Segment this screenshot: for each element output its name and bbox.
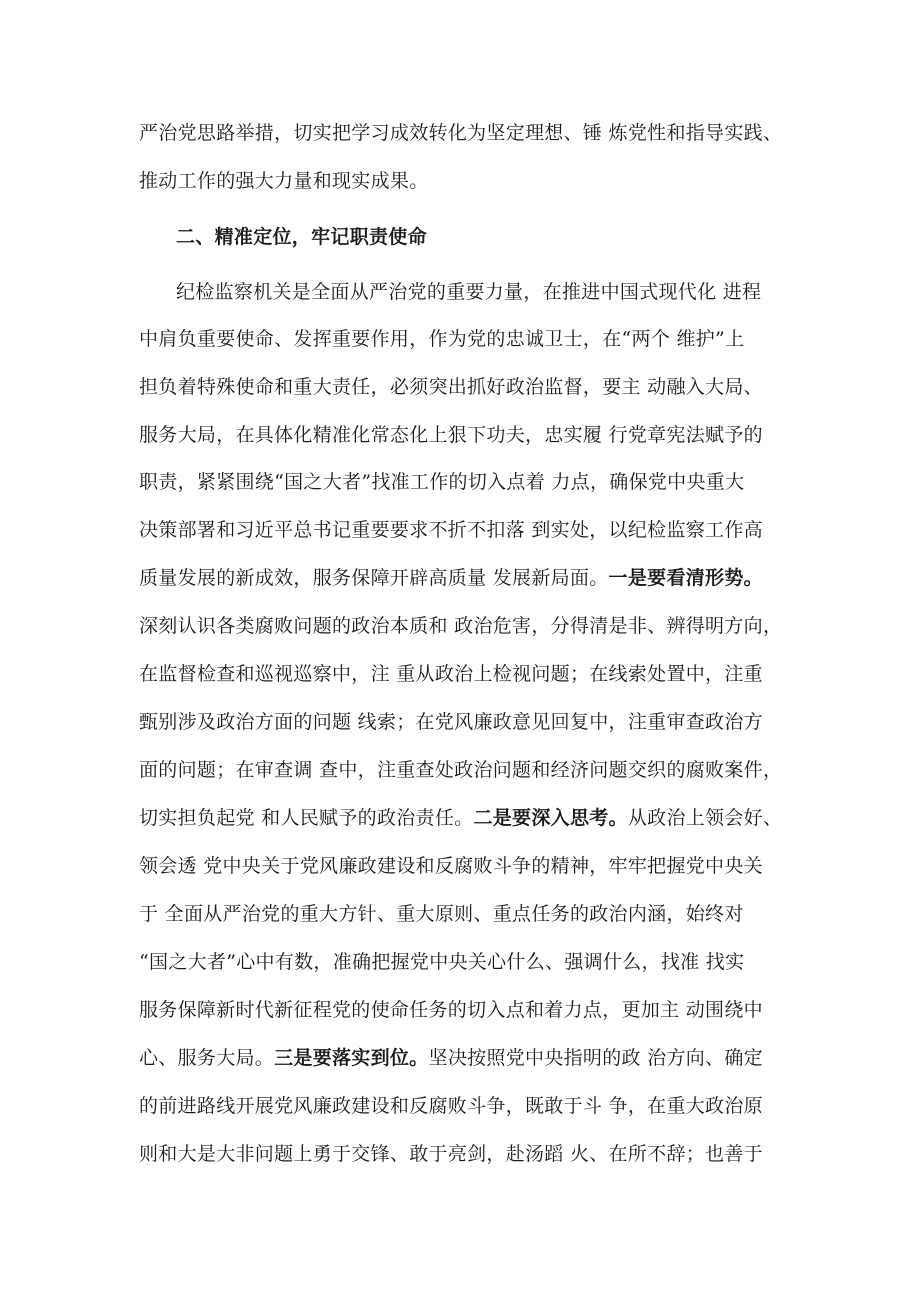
body-text-line: 甄别涉及政治方面的问题 线索；在党风廉政意见回复中，注重审查政治方 [139, 711, 763, 733]
point-1-label: 一是要看清形势。 [608, 567, 763, 589]
point-3-label: 三是要落实到位。 [274, 1047, 429, 1069]
body-text-line [139, 806, 789, 830]
body-text-line: 领会透 党中央关于党风廉政建设和反腐败斗争的精神，牢牢把握党中央关 [139, 855, 763, 877]
body-text-line: 决策部署和习近平总书记重要要求不折不扣落 到实处，以纪检监察工作高 [139, 519, 763, 541]
body-text-line: 服务保障新时代新征程党的使命任务的切入点和着力点，更加主 动围绕中 [139, 999, 763, 1021]
body-text-segment: 质量发展的新成效，服务保障开辟高质量 发展新局面。 [139, 567, 609, 589]
body-text-line [139, 566, 789, 590]
body-text-segment: 坚决按照党中央指明的政 治方向、确定 [428, 1047, 763, 1069]
body-text-line: 在监督检查和巡视巡察中，注 重从政治上检视问题；在线索处置中，注重 [139, 663, 763, 685]
body-text-line: 纪检监察机关是全面从严治党的重要力量，在推进中国式现代化 进程 [176, 281, 762, 303]
body-text-line: 的前进路线开展党风廉政建设和反腐败斗争，既敢于斗 争，在重大政治原 [139, 1095, 763, 1117]
point-2-label: 二是要深入思考。 [473, 807, 628, 829]
body-text-line: “国之大者”心中有数，准确把握党中央关心什么、强调什么，找准 找实 [139, 951, 745, 973]
body-text-segment: 切实担负起党 和人民赋予的政治责任。 [139, 807, 474, 829]
body-text-line: 于 全面从严治党的重大方针、重大原则、重点任务的政治内涵，始终对 [139, 903, 744, 925]
body-text-line: 职责，紧紧围绕“国之大者”找准工作的切入点着 力点，确保党中央重大 [139, 471, 745, 493]
section-heading: 二、精准定位，牢记职责使命 [176, 226, 427, 248]
body-text-line [139, 1046, 789, 1070]
body-text-line: 则和大是大非问题上勇于交锋、敢于亮剑，赴汤蹈 火、在所不辞；也善于 [139, 1143, 763, 1165]
body-text-line: 严治党思路举措，切实把学习成效转化为坚定理想、锤 炼党性和指导实践、 [139, 122, 783, 144]
body-text-line: 面的问题；在审查调 查中，注重查处政治问题和经济问题交织的腐败案件， [139, 759, 783, 781]
body-text-segment: 心、服务大局。 [139, 1047, 275, 1069]
body-text-line: 中肩负重要使命、发挥重要作用，作为党的忠诚卫士，在“两个 维护”上 [139, 328, 745, 350]
body-text-segment: 从政治上领会好、 [627, 807, 783, 829]
body-text-line: 深刻认识各类腐败问题的政治本质和 政治危害，分得清是非、辨得明方向， [139, 615, 783, 637]
body-text-line: 服务大局，在具体化精准化常态化上狠下功夫，忠实履 行党章宪法赋予的 [139, 424, 763, 446]
body-text-line: 推动工作的强大力量和现实成果。 [139, 170, 429, 192]
body-text-line: 担负着特殊使命和重大责任，必须突出抓好政治监督，要主 动融入大局、 [139, 376, 763, 398]
